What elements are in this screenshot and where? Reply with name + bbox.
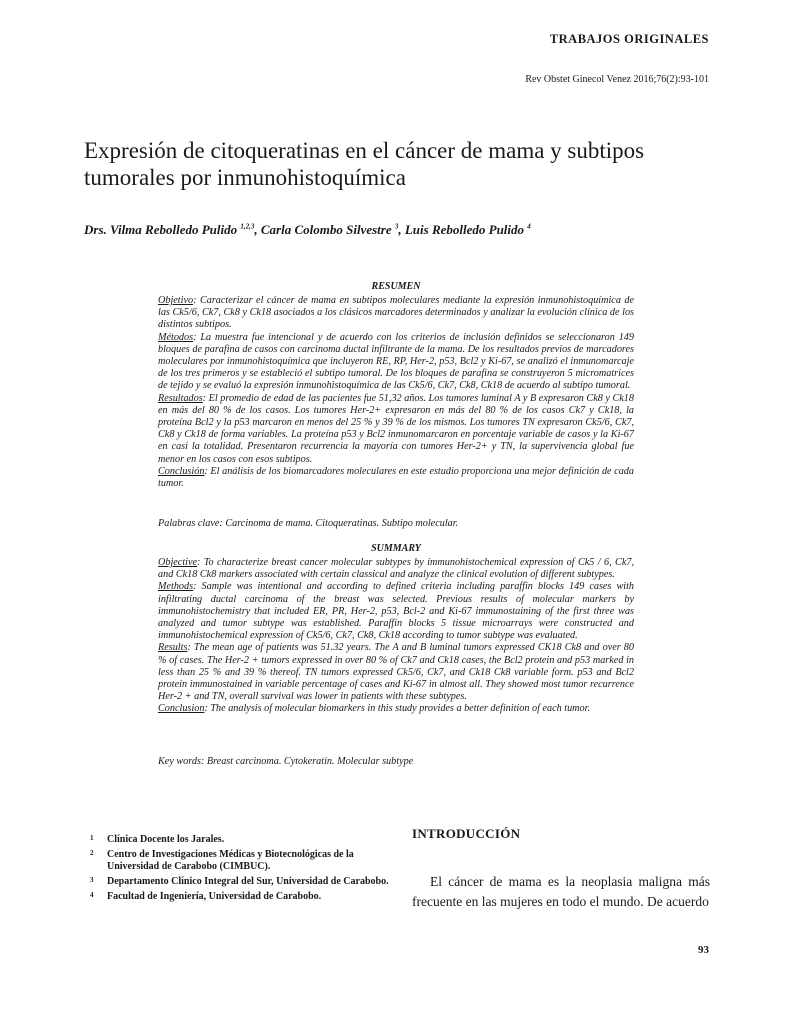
abstract-paragraph (158, 557, 634, 581)
author-affiliation: 3 (394, 222, 399, 231)
author-affiliation: 1,2,3 (240, 222, 255, 231)
abstract-paragraph (158, 332, 634, 393)
paragraph-label: Métodos (158, 331, 194, 343)
affiliation-footnotes (90, 834, 390, 905)
footnote-text: Clínica Docente los Jarales. (107, 834, 225, 845)
footnote-marker: 3 (90, 875, 94, 884)
paragraph-label: Results (158, 642, 188, 654)
abstract-paragraph (158, 642, 634, 703)
abstract-paragraph (158, 466, 634, 490)
author-separator: , (398, 222, 405, 237)
journal-citation: Rev Obstet Ginecol Venez 2016;76(2):93-101 (525, 74, 709, 85)
section-label: TRABAJOS ORIGINALES (549, 32, 709, 46)
footnote-marker: 4 (90, 890, 94, 899)
author-list (84, 222, 531, 238)
summary-heading: SUMMARY (371, 543, 421, 554)
footnote-text: Facultad de Ingeniería, Universidad de Carabobo. (107, 890, 322, 902)
introduction-paragraph: El cáncer de mama es la neoplasia maligna más frecuente en las mujeres en todo el mundo. De acuerdo (412, 874, 710, 909)
footnote (90, 849, 390, 874)
author-separator: , (254, 222, 261, 237)
resumen-heading: RESUMEN (371, 281, 421, 292)
paragraph-label: Resultados (158, 392, 203, 404)
paragraph-text: : The mean age of patients was 51.32 years. The A and B luminal tumors expressed CK18 Ck8 and over 80 % of cases. The Her-2 + tumors expressed in over 80 % of Ck7 and Ck18 cases, the Bcl2 protein and p53 marked in less than 25 % and 39 % thereof. TN tumors expressed Ck5/6, Ck7, and Ck18 Ck8 variable form. p53 and Bcl2 protein immunostained in variable percentage of cases and Ki-67 in almost all. They showed most tumor recurrence Her-2 + and TN, overall survival was lower in patients with these subtypes. (158, 642, 634, 703)
abstract-paragraph (158, 393, 634, 466)
introduction-heading: INTRODUCCIÓN (412, 826, 521, 841)
author-name: Carla Colombo Silvestre (260, 222, 392, 237)
paragraph-text: : La muestra fue intencional y de acuerdo con los criterios de inclusión definidos se seleccionaron 149 bloques de parafina de casos con carcinoma ductal infiltrante de la mama. De los resultados previos de marcadores moleculares por inmunohistoquímica que incluyeron RE, RP, Her-2, p53, Bcl2 y Ki-67, se analizó el inmunomarcaje de los tres primeros y se estableció el subtipo tumoral. De los bloques de parafina se construyeron 5 micromatrices de tejido y se evaluó la expresión inmunohistoquímica de las Ck5/6, Ck7, Ck8, Ck18 de acuerdo al subtipo tumoral. (158, 331, 634, 392)
author-affiliation: 4 (527, 222, 531, 231)
paragraph-label: Conclusion (158, 703, 205, 715)
page-number: 93 (698, 944, 709, 956)
abstract-paragraph (158, 703, 634, 715)
footnote-marker: 1 (90, 834, 94, 842)
footnote (90, 891, 390, 903)
paragraph-text: : El análisis de los biomarcadores moleculares en este estudio proporciona una mejor definición de cada tumor. (158, 465, 634, 490)
paragraph-label: Conclusión (158, 465, 205, 477)
footnote (90, 876, 390, 888)
summary-abstract (158, 557, 634, 716)
footnote (90, 834, 390, 846)
author-name: Drs. Vilma Rebolledo Pulido (84, 222, 238, 237)
footnote-marker: 2 (90, 848, 94, 857)
author-name: Luis Rebolledo Pulido (404, 222, 525, 237)
resumen-abstract (158, 295, 634, 490)
palabras-clave: Palabras clave: Carcinoma de mama. Citoqueratinas. Subtipo molecular. (158, 518, 459, 529)
paragraph-label: Objetivo (158, 295, 194, 306)
introduction-text (412, 872, 710, 912)
paragraph-label: Methods (158, 581, 194, 593)
paragraph-text: : El promedio de edad de las pacientes fue 51,32 años. Los tumores luminal A y B expresaron Ck8 y Ck18 en más del 80 % de los casos. Los tumores Her-2+ expresaron en más del 80 % de los casos Ck7 y Ck18, la proteína Bcl2 y la p53 marcaron en menos del 25 % y 39 % de los mismos. Los tumores TN expresaron Ck5/6, Ck7, Ck8 y Ck18 de forma variables. La proteína p53 y Bcl2 inmunomarcaron en porcentaje variable de casos y la Ki-67 en casi la totalidad. Presentaron recurrencia la mayoría con tumores Her-2+ y TN, la supervivencia global fue menor en los casos con esos subtipos. (158, 392, 634, 465)
key-words: Key words: Breast carcinoma. Cytokeratin. Molecular subtype (158, 756, 414, 767)
paragraph-label: Objective (158, 557, 198, 568)
footnote-text: Departamento Clínico Integral del Sur, Universidad de Carabobo. (107, 875, 389, 887)
footnote-text: Centro de Investigaciones Médicas y Biotecnológicas de la Universidad de Carabobo (CIMBUC). (107, 848, 354, 873)
abstract-paragraph (158, 581, 634, 642)
abstract-paragraph (158, 295, 634, 332)
article-title: Expresión de citoqueratinas en el cáncer de mama y subtipos tumorales por inmunohistoquímica (84, 138, 645, 190)
paragraph-text: : Sample was intentional and according to defined criteria including paraffin blocks 149 cases with infiltrating ductal carcinoma of the breast was selected. Previous results of molecular markers by immunohistochemistry that included ER, PR, Her-2, p53, Bcl-2 and Ki-67 immunostaining of the first three was analyzed and tumor subtype was established. Paraffin blocks 5 tissue microarrays were constructed and immunohistochemical expression of Ck5/6, Ck7, Ck8, Ck18 according to tumor subtype was evaluated. (158, 581, 634, 642)
paragraph-text: : The analysis of molecular biomarkers in this study provides a better definition of each tumor. (204, 703, 590, 715)
paragraph-text: : To characterize breast cancer molecular subtypes by immunohistochemical expression of Ck5 / 6, Ck7, and Ck18 Ck8 markers associated with certain classical and analyze the clinical evolution of different subtypes. (158, 557, 634, 581)
paragraph-text: : Caracterizar el cáncer de mama en subtipos moleculares mediante la expresión inmunohistoquímica de las Ck5/6, Ck7, Ck8 y Ck18 asociados a los clásicos marcadores determinados y analizar la evolución clínica de los distintos subtipos. (158, 295, 634, 331)
